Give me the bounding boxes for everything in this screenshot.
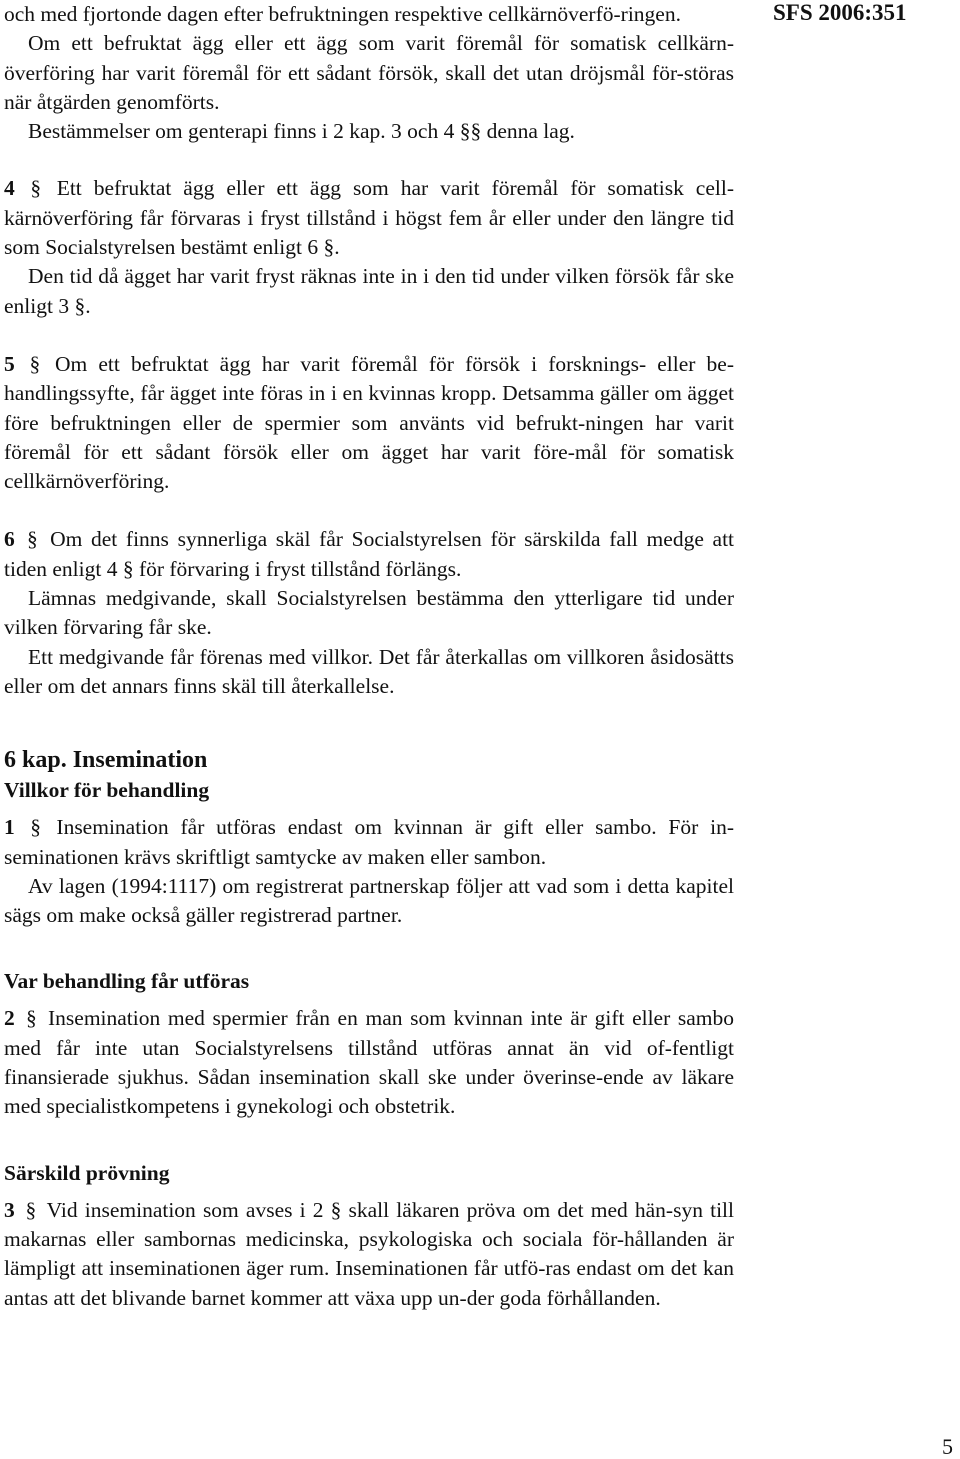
section-number: 3 (4, 1197, 15, 1222)
section-text: Insemination med spermier från en man som kvinnan inte är gift eller sambo med får inte utan Socialstyrelsens tillstånd utföras annat än vid of-fentligt finansierade sjukhus. Sådan insemination skall ske under överinse-ende av läkare med specialistkompetens i gynekologi och obstetrik. (4, 1006, 735, 1119)
subsection-2-paragraph (4, 1004, 734, 1121)
subsection-1-paragraph (4, 813, 734, 872)
document-body (4, 0, 734, 1313)
section-6-paragraph (4, 525, 734, 584)
section-number: 2 (4, 1006, 15, 1031)
subsection-1-extra-paragraph: Av lagen (1994:1117) om registrerat partnerskap följer att vad som i detta kapitel sägs om make också gäller registrerad partner. (4, 873, 734, 928)
section-sign: § (30, 815, 41, 840)
section-sign: § (26, 1006, 37, 1031)
section-4-extra-paragraph: Den tid då ägget har varit fryst räknas inte in i den tid under vilken försök får ske enligt 3 §. (4, 264, 734, 318)
intro-paragraph-genterapi: Bestämmelser om genterapi finns i 2 kap. 3 och 4 §§ denna lag. (28, 119, 575, 144)
subsection-heading: Var behandling får utföras (4, 969, 250, 994)
section-5-paragraph (4, 350, 734, 496)
intro-paragraph: Om ett befruktat ägg eller ett ägg som varit föremål för somatisk cellkärn-överföring har varit föremål för ett sådant försök, skall det utan dröjsmål för-störas när åtgärden genomförts. (4, 31, 734, 114)
section-number: 6 (4, 527, 15, 552)
section-sign: § (25, 1197, 37, 1222)
subsection-list (4, 775, 734, 1313)
document-reference: SFS 2006:351 (773, 0, 907, 25)
section-text: Om ett befruktat ägg har varit föremål för försök i forsknings- eller be-handlingssyfte, får ägget inte föras in i en kvinnas kropp. Detsamma gäller om ägget före befruktningen eller de spermier som använts vid befrukt-ningen har varit föremål för ett sådant försök eller om ägget har varit före-mål för somatisk cellkärnöverföring. (4, 351, 735, 494)
section-text: Ett befruktat ägg eller ett ägg som har varit föremål för somatisk cell-kärnöverföring får förvaras i fryst tillstånd i högst fem år eller under den längre tid som Socialstyrelsen bestämt enligt 6 §. (4, 176, 734, 260)
section-sign: § (30, 176, 42, 201)
section-sign: § (27, 527, 38, 552)
section-number: 4 (4, 176, 15, 201)
section-list (4, 174, 734, 701)
section-6-extra-paragraph: Ett medgivande får förenas med villkor. Det får återkallas om villkoren åsidosätts eller om det annars finns skäl till återkallelse. (4, 644, 734, 698)
intro-line: och med fjortonde dagen efter befruktningen respektive cellkärnöverfö-ringen. (4, 2, 681, 26)
section-6-extra-paragraph: Lämnas medgivande, skall Socialstyrelsen bestämma den ytterligare tid under vilken förvaring får ske. (4, 586, 734, 640)
section-text: Vid insemination som avses i 2 § skall läkaren pröva om det med hän-syn till makarnas eller sambornas medicinska, psykologiska och sociala för-hållanden är lämpligt att inseminationen äger rum. Inseminationen får utfö-ras endast om det kan antas att det blivande barnet kommer att växa upp un-der goda förhållanden. (4, 1197, 734, 1310)
section-text: Om det finns synnerliga skäl får Socialstyrelsen för särskilda fall medge att tiden enligt 4 § för förvaring i fryst tillstånd förlängs. (4, 527, 735, 581)
section-text: Insemination får utföras endast om kvinnan är gift eller sambo. För in-seminationen krävs skriftligt samtycke av maken eller sambon. (4, 815, 734, 869)
section-number: 1 (4, 815, 15, 840)
chapter-title: 6 kap. Insemination (4, 747, 208, 774)
subsection-heading: Villkor för behandling (4, 778, 210, 803)
page-number: 5 (942, 1434, 953, 1459)
subsection-heading: Särskild prövning (4, 1160, 170, 1185)
subsection-3-paragraph (4, 1196, 734, 1313)
section-4-paragraph (4, 174, 734, 262)
section-sign: § (29, 351, 41, 376)
section-number: 5 (4, 351, 15, 376)
